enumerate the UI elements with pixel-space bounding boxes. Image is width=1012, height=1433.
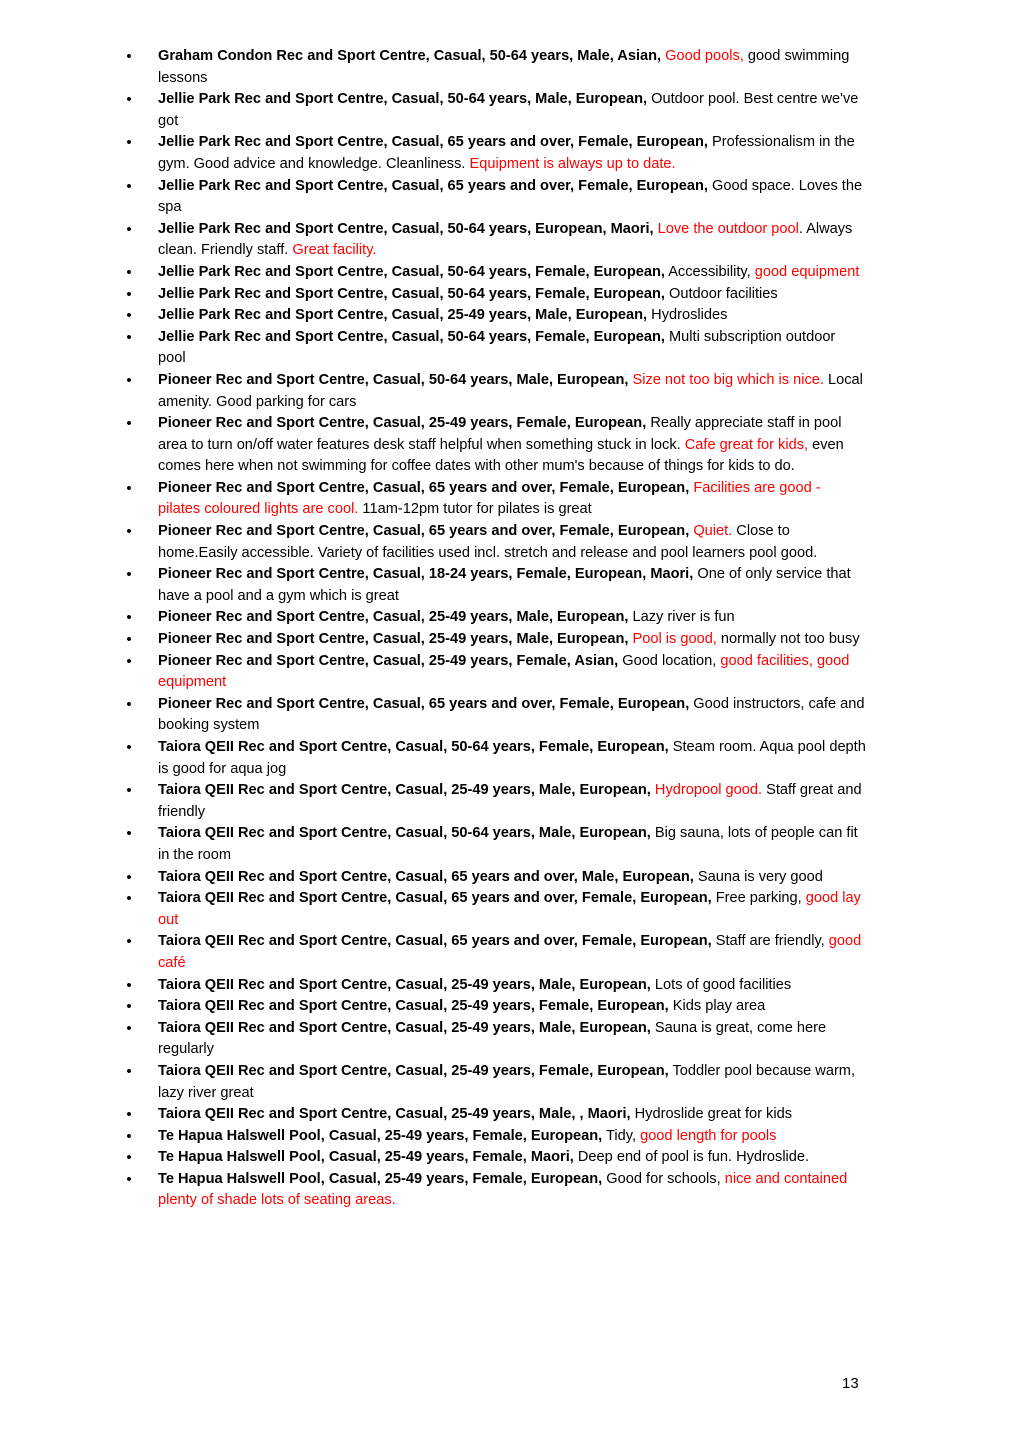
respondent-details: Taiora QEII Rec and Sport Centre, Casual, 25-49 years, Female, European, bbox=[158, 1062, 669, 1079]
bullet-icon: • bbox=[126, 782, 132, 800]
bullet-icon: • bbox=[126, 566, 132, 584]
bullet-icon: • bbox=[126, 523, 132, 541]
comment-list-container bbox=[126, 46, 866, 1212]
highlighted-comment: good equipment bbox=[754, 263, 860, 280]
highlighted-comment: good café bbox=[158, 933, 862, 971]
highlighted-comment: Good pools, bbox=[665, 48, 744, 64]
list-item bbox=[126, 1018, 866, 1061]
respondent-details: Taiora QEII Rec and Sport Centre, Casual, 25-49 years, Male, , Maori, bbox=[158, 1106, 631, 1123]
comment-text: Good for schools, bbox=[602, 1170, 725, 1187]
comment-text: Tidy, bbox=[602, 1127, 641, 1144]
list-item bbox=[126, 823, 866, 866]
comment-text: Lots of good facilities bbox=[650, 976, 792, 993]
bullet-icon: • bbox=[126, 976, 132, 994]
bullet-icon: • bbox=[126, 1106, 132, 1124]
bullet-icon: • bbox=[126, 371, 132, 389]
bullet-icon: • bbox=[126, 609, 132, 627]
highlighted-comment: good lay out bbox=[158, 890, 861, 928]
respondent-details: Jellie Park Rec and Sport Centre, Casual, 50-64 years, Male, European, bbox=[158, 91, 648, 108]
highlighted-comment: Quiet. bbox=[693, 523, 733, 540]
respondent-details: Jellie Park Rec and Sport Centre, Casual, 50-64 years, Female, European, bbox=[158, 328, 665, 345]
comment-text: Kids play area bbox=[668, 998, 766, 1015]
respondent-details: Te Hapua Halswell Pool, Casual, 25-49 years, Female, European, bbox=[158, 1127, 603, 1144]
list-item bbox=[126, 564, 866, 607]
comment-text: good swimming lessons bbox=[158, 48, 850, 86]
list-item bbox=[126, 996, 866, 1018]
bullet-icon: • bbox=[126, 998, 132, 1016]
comment-text: Steam room. Aqua pool depth is good for aqua jog bbox=[158, 739, 866, 777]
respondent-details: Pioneer Rec and Sport Centre, Casual, 65 years and over, Female, European, bbox=[158, 523, 690, 540]
list-item bbox=[126, 694, 866, 737]
respondent-details: Taiora QEII Rec and Sport Centre, Casual, 50-64 years, Male, European, bbox=[158, 825, 651, 842]
list-item bbox=[126, 975, 866, 997]
bullet-icon: • bbox=[126, 48, 132, 65]
bullet-icon: • bbox=[126, 1062, 132, 1080]
highlighted-comment: good facilities, good equipment bbox=[158, 652, 850, 691]
respondent-details: Taiora QEII Rec and Sport Centre, Casual, 25-49 years, Male, European, bbox=[158, 976, 651, 993]
respondent-details: Pioneer Rec and Sport Centre, Casual, 18-24 years, Female, European, Maori, bbox=[158, 566, 694, 583]
list-item bbox=[126, 219, 866, 262]
list-item bbox=[126, 521, 866, 564]
list-item bbox=[126, 132, 866, 175]
respondent-details: Taiora QEII Rec and Sport Centre, Casual, 50-64 years, Female, European, bbox=[158, 739, 669, 755]
respondent-details: Jellie Park Rec and Sport Centre, Casual, 50-64 years, European, Maori, bbox=[158, 220, 654, 237]
list-item bbox=[126, 867, 866, 889]
highlighted-comment: Facilities are good - pilates coloured lights are cool. bbox=[158, 479, 821, 518]
respondent-details: Pioneer Rec and Sport Centre, Casual, 25-49 years, Male, European, bbox=[158, 609, 629, 626]
comment-text: Accessibility, bbox=[664, 263, 755, 280]
comment-text: Good location, bbox=[618, 652, 721, 669]
respondent-details: Graham Condon Rec and Sport Centre, Casual, 50-64 years, Male, Asian, bbox=[158, 48, 662, 64]
bullet-icon: • bbox=[126, 652, 132, 670]
list-item bbox=[126, 931, 866, 974]
respondent-details: Taiora QEII Rec and Sport Centre, Casual, 65 years and over, Female, European, bbox=[158, 890, 712, 907]
bullet-icon: • bbox=[126, 1019, 132, 1037]
list-item bbox=[126, 737, 866, 780]
list-item bbox=[126, 370, 866, 413]
respondent-details: Taiora QEII Rec and Sport Centre, Casual, 65 years and over, Female, European, bbox=[158, 933, 712, 950]
comment-text: Outdoor facilities bbox=[664, 285, 778, 302]
highlighted-comment: Pool is good, bbox=[632, 631, 717, 648]
list-item bbox=[126, 1126, 866, 1148]
comment-text: Good space. Loves the spa bbox=[158, 177, 863, 216]
comment-text: Really appreciate staff in pool area to turn on/off water features desk staff helpful when something stuck in lock. bbox=[158, 415, 842, 453]
highlighted-comment: nice and contained plenty of shade lots of seating areas. bbox=[158, 1170, 848, 1209]
respondent-details: Jellie Park Rec and Sport Centre, Casual, 50-64 years, Female, European, bbox=[158, 263, 665, 280]
respondent-details: Pioneer Rec and Sport Centre, Casual, 65 years and over, Female, European, bbox=[158, 479, 690, 496]
respondent-details: Taiora QEII Rec and Sport Centre, Casual, 65 years and over, Male, European, bbox=[158, 868, 694, 885]
list-item bbox=[126, 305, 866, 327]
highlighted-comment: Cafe great for kids, bbox=[684, 436, 809, 453]
respondent-details: Pioneer Rec and Sport Centre, Casual, 25-49 years, Male, European, bbox=[158, 631, 629, 648]
list-item bbox=[126, 607, 866, 629]
bullet-icon: • bbox=[126, 933, 132, 951]
comment-text: Deep end of pool is fun. Hydroslide. bbox=[573, 1149, 810, 1166]
list-item bbox=[126, 888, 866, 931]
highlighted-comment: Equipment is always up to date. bbox=[469, 155, 676, 172]
bullet-icon: • bbox=[126, 307, 132, 325]
comment-text: Big sauna, lots of people can fit in the room bbox=[158, 825, 858, 863]
list-item bbox=[126, 1147, 866, 1169]
bullet-icon: • bbox=[126, 415, 132, 433]
comment-text: Local amenity. Good parking for cars bbox=[158, 371, 863, 410]
bullet-icon: • bbox=[126, 134, 132, 152]
list-item bbox=[126, 46, 866, 89]
comment-text: Close to home.Easily accessible. Variety of facilities used incl. stretch and release and pool learners pool good. bbox=[158, 523, 818, 561]
bullet-icon: • bbox=[126, 1170, 132, 1188]
list-item bbox=[126, 1061, 866, 1104]
respondent-details: Jellie Park Rec and Sport Centre, Casual, 65 years and over, Female, European, bbox=[158, 177, 708, 194]
bullet-icon: • bbox=[126, 631, 132, 649]
respondent-details: Pioneer Rec and Sport Centre, Casual, 25-49 years, Female, Asian, bbox=[158, 652, 619, 669]
list-item bbox=[126, 478, 866, 521]
bullet-icon: • bbox=[126, 220, 132, 238]
list-item bbox=[126, 780, 866, 823]
comment-text: Toddler pool because warm, lazy river great bbox=[158, 1062, 856, 1101]
respondent-details: Te Hapua Halswell Pool, Casual, 25-49 years, Female, Maori, bbox=[158, 1149, 574, 1166]
bullet-icon: • bbox=[126, 868, 132, 886]
comment-text: Sauna is very good bbox=[693, 868, 823, 885]
list-item bbox=[126, 284, 866, 306]
highlighted-comment: Hydropool good. bbox=[654, 782, 763, 799]
respondent-details: Pioneer Rec and Sport Centre, Casual, 50-64 years, Male, European, bbox=[158, 371, 629, 388]
list-item bbox=[126, 327, 866, 370]
bullet-icon: • bbox=[126, 263, 132, 281]
page-number: 13 bbox=[842, 1375, 859, 1392]
respondent-details: Pioneer Rec and Sport Centre, Casual, 25-49 years, Female, European, bbox=[158, 415, 647, 432]
highlighted-comment: Love the outdoor pool bbox=[657, 220, 799, 237]
list-item bbox=[126, 262, 866, 284]
respondent-details: Jellie Park Rec and Sport Centre, Casual, 50-64 years, Female, European, bbox=[158, 285, 665, 302]
respondent-details: Taiora QEII Rec and Sport Centre, Casual, 25-49 years, Male, European, bbox=[158, 1019, 651, 1036]
comment-text: Sauna is great, come here regularly bbox=[158, 1019, 827, 1058]
bullet-icon: • bbox=[126, 285, 132, 303]
bullet-icon: • bbox=[126, 695, 132, 713]
respondent-details: Taiora QEII Rec and Sport Centre, Casual, 25-49 years, Male, European, bbox=[158, 782, 651, 799]
comment-text: Professionalism in the gym. Good advice and knowledge. Cleanliness. bbox=[158, 134, 855, 172]
list-item bbox=[126, 1169, 866, 1212]
comment-text: Lazy river is fun bbox=[628, 609, 735, 626]
bullet-icon: • bbox=[126, 91, 132, 109]
bullet-icon: • bbox=[126, 890, 132, 908]
highlighted-comment: good length for pools bbox=[640, 1127, 777, 1144]
comment-text: Staff are friendly, bbox=[711, 933, 829, 950]
comment-text: Staff great and friendly bbox=[158, 782, 862, 820]
comment-text: . Always clean. Friendly staff. bbox=[158, 220, 853, 259]
list-item bbox=[126, 413, 866, 478]
comment-text: normally not too busy bbox=[716, 631, 860, 648]
bullet-icon: • bbox=[126, 177, 132, 195]
bullet-icon: • bbox=[126, 1149, 132, 1167]
list-item bbox=[126, 176, 866, 219]
bullet-icon: • bbox=[126, 479, 132, 497]
highlighted-comment: Great facility. bbox=[292, 242, 377, 259]
respondent-details: Jellie Park Rec and Sport Centre, Casual, 25-49 years, Male, European, bbox=[158, 307, 648, 324]
list-item bbox=[126, 89, 866, 132]
comment-text: Outdoor pool. Best centre we've got bbox=[158, 91, 859, 129]
list-item bbox=[126, 651, 866, 694]
comment-text: Multi subscription outdoor pool bbox=[158, 328, 836, 367]
comment-text: Hydroslide great for kids bbox=[630, 1106, 792, 1123]
bullet-icon: • bbox=[126, 825, 132, 843]
comment-text: Hydroslides bbox=[647, 307, 728, 324]
comment-list bbox=[126, 46, 866, 1212]
list-item bbox=[126, 629, 866, 651]
respondent-details: Taiora QEII Rec and Sport Centre, Casual, 25-49 years, Female, European, bbox=[158, 998, 669, 1015]
bullet-icon: • bbox=[126, 739, 132, 756]
comment-text: 11am-12pm tutor for pilates is great bbox=[358, 501, 592, 518]
comment-text: even comes here when not swimming for coffee dates with other mum's because of things for kids to do. bbox=[158, 436, 844, 475]
comment-text: Free parking, bbox=[711, 890, 806, 907]
list-item bbox=[126, 1104, 866, 1126]
respondent-details: Jellie Park Rec and Sport Centre, Casual, 65 years and over, Female, European, bbox=[158, 134, 708, 151]
comment-text: One of only service that have a pool and a gym which is great bbox=[158, 566, 851, 604]
respondent-details: Te Hapua Halswell Pool, Casual, 25-49 years, Female, European, bbox=[158, 1170, 603, 1187]
highlighted-comment: Size not too big which is nice. bbox=[632, 371, 824, 388]
bullet-icon: • bbox=[126, 328, 132, 346]
bullet-icon: • bbox=[126, 1127, 132, 1145]
respondent-details: Pioneer Rec and Sport Centre, Casual, 65 years and over, Female, European, bbox=[158, 695, 690, 712]
comment-text: Good instructors, cafe and booking system bbox=[158, 695, 865, 734]
